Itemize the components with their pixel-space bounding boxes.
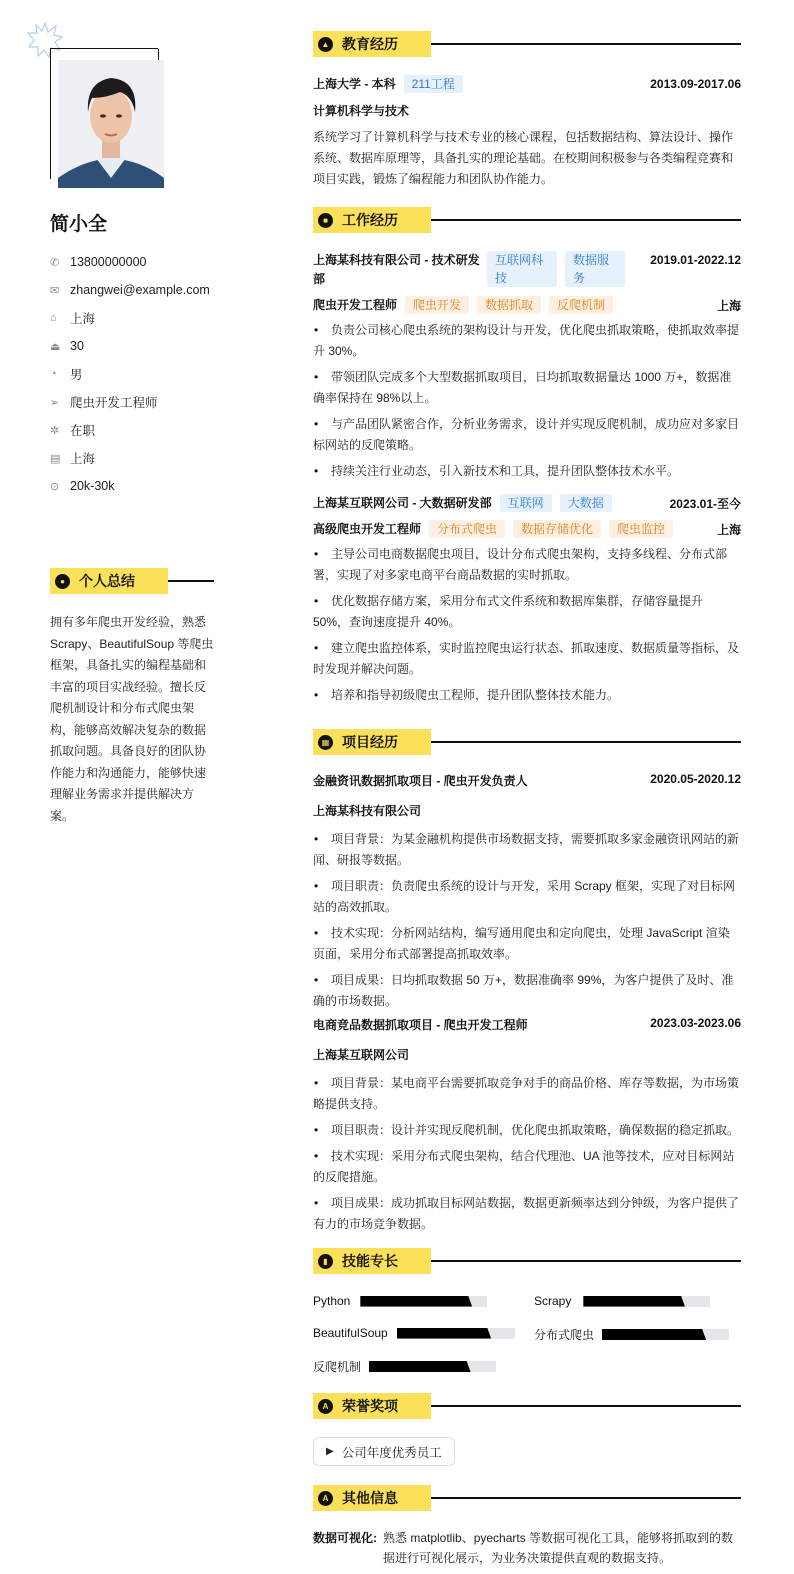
section-header-summary: ● 个人总结 <box>50 568 214 594</box>
skill-beautifulsoup: BeautifulSoup <box>313 1326 515 1340</box>
user-icon: ● <box>55 574 70 589</box>
bullet: • 优化数据存储方案，采用分布式文件系统和数据库集群，存储容量提升 50%，查询速度提升 40%。 <box>313 591 741 633</box>
info-icon: A <box>318 1491 333 1506</box>
skill-bar <box>602 1329 729 1340</box>
bullet: • 培养和指导初级爬虫工程师，提升团队整体技术能力。 <box>313 685 741 706</box>
graduation-cap-icon: ▲ <box>318 37 333 52</box>
skill-bar <box>583 1296 710 1307</box>
section-header-work: ■ 工作经历 <box>313 207 741 233</box>
section-header-other: A 其他信息 <box>313 1485 741 1511</box>
bullet: • 负责公司核心爬虫系统的架构设计与开发，优化爬虫抓取策略，使抓取效率提升 30%。 <box>313 320 741 362</box>
info-city: ▤ 上海 <box>50 452 96 466</box>
cake-icon: ⏏ <box>50 340 61 353</box>
bullet: • 主导公司电商数据爬虫项目，设计分布式爬虫架构，支持多线程、分布式部署，实现了对多家电商平台商品数据的实时抓取。 <box>313 544 741 586</box>
award-icon: A <box>318 1399 333 1414</box>
play-icon: ▶ <box>326 1446 334 1457</box>
bullet: • 技术实现：采用分布式爬虫架构，结合代理池、UA 池等技术，应对目标网站的反爬措施。 <box>313 1146 741 1188</box>
briefcase-icon: ■ <box>318 213 333 228</box>
skill-scrapy: Scrapy <box>534 1294 710 1308</box>
info-status: ✲ 在职 <box>50 424 96 438</box>
mail-icon: ✉ <box>50 284 60 297</box>
gender-icon: ◔ <box>50 368 57 380</box>
summary-text: 拥有多年爬虫开发经验，熟悉 Scrapy、BeautifulSoup 等爬虫框架，具备扎实的编程基础和丰富的项目实战经验。擅长反爬机制设计和分布式爬虫架构，能够高效解决复杂的数据抓取问题。具备良好的团队协作能力和沟通能力，能够快速理解业务需求并提供解决方案。 <box>50 615 214 823</box>
skill-bar-fill <box>602 1329 706 1340</box>
bullet: • 建立爬虫监控体系，实时监控爬虫运行状态、抓取速度、数据质量等指标，及时发现并解决问题。 <box>313 638 741 680</box>
project-item: 电商竞品数据抓取项目 - 爬虫开发工程师 2023.03-2023.06 上海某互联网公司 • 项目背景：某电商平台需要抓取竞争对手的商品价格、库存等数据，为市场策略提供支持。 • 项目职责：设计并实现反爬机制，优化爬虫抓取策略，确保数据的稳定抓取。 • 技术实现：采用分布式爬虫架构，结合代理池、UA 池等技术，应对目标网站的反爬措施。 • 项目成果：成功抓取目标网站数据，数据更新频率达到分钟级，为客户提供了有力的市场竞争数据。 <box>313 1016 741 1240</box>
section-header-skills: ▮ 技能专长 <box>313 1248 741 1274</box>
avatar <box>58 60 164 188</box>
chart-icon: ▮ <box>318 1254 333 1269</box>
bullet: • 带领团队完成多个大型数据抓取项目，日均抓取数据量达 1000 万+，数据准确率保持在 98%以上。 <box>313 367 741 409</box>
honor-item: ▶ 公司年度优秀员工 <box>313 1437 455 1466</box>
skill-bar-fill <box>360 1296 472 1307</box>
bullet: • 项目职责：设计并实现反爬机制，优化爬虫抓取策略，确保数据的稳定抓取。 <box>313 1120 741 1141</box>
section-header-honors: A 荣誉奖项 <box>313 1393 741 1419</box>
info-salary: ⊙ 20k-30k <box>50 479 115 493</box>
project-item: 金融资讯数据抓取项目 - 爬虫开发负责人 2020.05-2020.12 上海某科技有限公司 • 项目背景：为某金融机构提供市场数据支持，需要抓取多家金融资讯网站的新闻、研报等数据。 • 项目职责：负责爬虫系统的设计与开发，采用 Scrapy 框架，实现了对目标网站的高效抓取。 • 技术实现：分析网站结构，编写通用爬虫和定向爬虫，处理 JavaScript 渲染页面，采用分布式部署提高抓取效率。 • 项目成果：日均抓取数据 50 万+，数据准确率 99%，为客户提供了及时、准确的市场数据。 <box>313 772 741 1017</box>
skill-bar-fill <box>397 1328 491 1339</box>
candidate-name: 简小全 <box>50 214 108 235</box>
skill-distributed-crawler: 分布式爬虫 <box>534 1326 729 1343</box>
skill-bar <box>369 1361 496 1372</box>
status-icon: ✲ <box>50 424 60 437</box>
skill-bar <box>397 1328 515 1339</box>
bullet: • 项目成果：成功抓取目标网站数据，数据更新频率达到分钟级，为客户提供了有力的市场竞争数据。 <box>313 1193 741 1235</box>
send-icon: ➢ <box>50 396 60 409</box>
grid-icon: ▦ <box>318 735 333 750</box>
bullet: • 项目成果：日均抓取数据 50 万+，数据准确率 99%，为客户提供了及时、准确的市场数据。 <box>313 970 741 1012</box>
bullet: • 项目背景：为某金融机构提供市场数据支持，需要抓取多家金融资讯网站的新闻、研报等数据。 <box>313 829 741 871</box>
info-location: ⌂ 上海 <box>50 312 96 326</box>
section-header-education: ▲ 教育经历 <box>313 31 741 57</box>
section-header-projects: ▦ 项目经历 <box>313 729 741 755</box>
education-item: 上海大学 - 本科 211工程 2013.09-2017.06 计算机科学与技术 系统学习了计算机科学与技术专业的核心课程，包括数据结构、算法设计、操作系统、数据库原理等，具备扎实的理论基础。在校期间积极参与各类编程竞赛和项目实践，锻炼了编程能力和团队协作能力。 <box>313 77 741 186</box>
bullet: • 项目背景：某电商平台需要抓取竞争对手的商品价格、库存等数据，为市场策略提供支持。 <box>313 1073 741 1115</box>
bullet: • 技术实现：分析网站结构，编写通用爬虫和定向爬虫，处理 JavaScript 渲染页面，采用分布式部署提高抓取效率。 <box>313 923 741 965</box>
info-phone: ✆ 13800000000 <box>50 255 147 269</box>
work-item: 上海某互联网公司 - 大数据研发部 互联网 大数据 2023.01-至今 高级爬虫开发工程师 分布式爬虫 数据存储优化 爬虫监控 上海 • 主导公司电商数据爬虫项目，设计分布式爬虫架构，支持多线程、分布式部署，实现了对多家电商平台商品数据的实时抓取。 • 优化数据存储方案，采用分布式文件系统和数据库集群，存储容量提升 50%，查询速度提升 40%。 • 建立爬虫监控体系，实时监控爬虫运行状态、抓取速度、数据质量等指标，及时发现并解决问题。 • 培养和指导初级爬虫工程师，提升团队整体技术能力。 <box>313 494 741 711</box>
bullet: • 持续关注行业动态，引入新技术和工具，提升团队整体技术水平。 <box>313 461 741 482</box>
contact-info <box>50 248 230 500</box>
bullet: • 项目职责：负责爬虫系统的设计与开发，采用 Scrapy 框架，实现了对目标网站的高效抓取。 <box>313 876 741 918</box>
work-item: 上海某科技有限公司 - 技术研发部 互联网科技 数据服务 2019.01-2022.12 爬虫开发工程师 爬虫开发 数据抓取 反爬机制 上海 • 负责公司核心爬虫系统的架构设计与开发，优化爬虫抓取策略，使抓取效率提升 30%。 • 带领团队完成多个大型数据抓取项目，日均抓取数据量达 1000 万+，数据准确率保持在 98%以上。 • 与产品团队紧密合作，分析业务需求，设计并实现反爬机制，成功应对多家目标网站的反爬策略。 • 持续关注行业动态，引入新技术和工具，提升团队整体技术水平。 <box>313 251 741 487</box>
phone-icon: ✆ <box>50 256 60 269</box>
building-icon: ▤ <box>50 452 61 465</box>
home-icon: ⌂ <box>50 312 57 324</box>
skill-bar-fill <box>369 1361 471 1372</box>
skill-anti-crawler: 反爬机制 <box>313 1358 496 1375</box>
info-age: ⏏ 30 <box>50 339 84 353</box>
skill-bar-fill <box>583 1296 685 1307</box>
other-info-row: 数据可视化: 熟悉 matplotlib、pyecharts 等数据可视化工具，能够将抓取到的数据进行可视化展示，为业务决策提供直观的数据支持。 <box>313 1531 734 1565</box>
info-email: ✉ zhangwei@example.com <box>50 283 210 297</box>
skill-bar <box>360 1296 487 1307</box>
info-gender: ◔ 男 <box>50 368 83 382</box>
skill-python: Python <box>313 1294 487 1308</box>
bullet: • 与产品团队紧密合作，分析业务需求，设计并实现反爬机制，成功应对多家目标网站的反爬策略。 <box>313 414 741 456</box>
salary-icon: ⊙ <box>50 480 60 493</box>
info-position: ➢ 爬虫开发工程师 <box>50 396 158 410</box>
